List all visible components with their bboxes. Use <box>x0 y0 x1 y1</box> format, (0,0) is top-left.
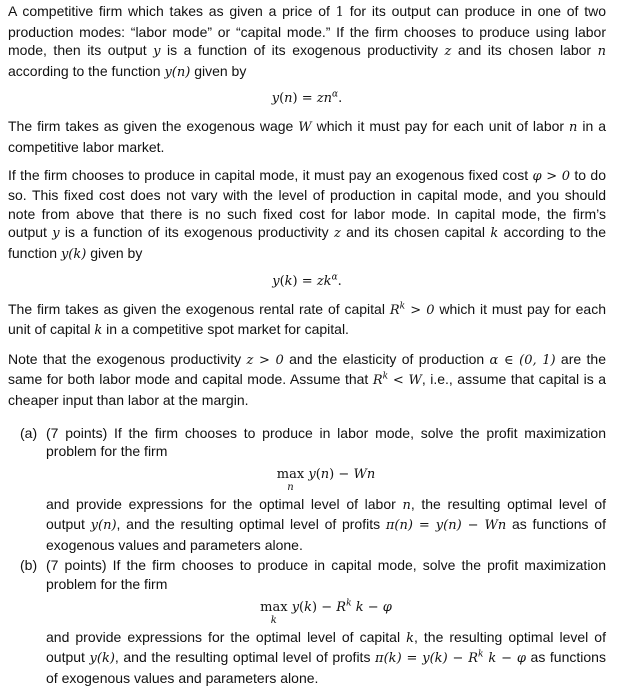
alpha-condition: α ∈ (0, 1) <box>490 353 556 368</box>
capital-production-formula: $y(k) = zk^\alpha$. <box>272 274 342 289</box>
part-b <box>8 556 606 687</box>
max-subscript: n <box>277 483 304 493</box>
intro-paragraph <box>8 2 606 82</box>
intro-text: for its output can produce in one of two production modes: “labor mode” or “capital mode.” If the firm chooses to produce using labor mode, then its output <box>8 3 606 58</box>
intro-text: according to the function <box>8 63 164 79</box>
capital-text: is a function of its exogenous productivity <box>60 224 334 240</box>
note-text: , i.e., assume that capital is a cheaper input than labor at the margin. <box>8 371 606 408</box>
var-y: y <box>52 226 59 241</box>
part-b-objective: $y(k) - R^k$ k − φ <box>292 600 392 615</box>
func-y-of-n: y(n) <box>164 65 190 80</box>
capital-text: If the firm chooses to produce in capital mode, it must pay an exogenous fixed cost <box>8 167 532 183</box>
var-z: z <box>334 226 341 241</box>
capital-text: according to the function <box>8 224 606 261</box>
price-value: 1 <box>336 5 344 20</box>
part-b-text: and provide expressions for the optimal level of capital <box>46 629 406 645</box>
intro-text: given by <box>190 63 246 79</box>
rental-rate-condition: $R^k > 0$ <box>390 303 435 318</box>
wage-paragraph <box>8 117 606 156</box>
var-k: k <box>490 226 498 241</box>
capital-text: to do so. This fixed cost does not vary with the level of production in capital mode, and you should note from above that there is no such fixed cost for labor mode. In capital mode, the firm’s output <box>8 167 606 241</box>
part-a-text: as functions of exogenous values and parameters alone. <box>46 516 606 553</box>
var-n: n <box>402 498 410 513</box>
part-a-objective: y(n) − Wn <box>308 467 375 482</box>
part-a-text: and provide expressions for the optimal level of labor <box>46 496 402 512</box>
capital-text: given by <box>86 245 142 261</box>
problem-document <box>8 2 606 687</box>
wage-text: in a competitive labor market. <box>8 118 606 155</box>
part-b-profit: $\pi(k) = y(k) - R^k$ k − φ <box>375 651 526 666</box>
wage-text: The firm takes as given the exogenous wage <box>8 118 298 134</box>
max-operator: max <box>260 600 287 615</box>
rental-text: which it must pay for each unit of capital <box>8 301 606 338</box>
func-y-of-n: y(n) <box>91 518 117 533</box>
func-y-of-k: y(k) <box>61 247 86 262</box>
part-a-label: (a) <box>20 424 37 443</box>
part-b-text: as functions of exogenous values and parameters alone. <box>46 649 606 686</box>
var-n: n <box>569 120 577 135</box>
wage-text: which it must pay for each unit of labor <box>312 118 569 134</box>
func-y-of-k: y(k) <box>90 651 115 666</box>
var-n: n <box>598 44 606 59</box>
var-W: W <box>298 120 311 135</box>
part-a-text: , the resulting optimal level of output <box>46 496 606 533</box>
intro-text: and its chosen labor <box>451 42 597 58</box>
part-a-profit: π(n) = y(n) − Wn <box>386 518 506 533</box>
part-a-max-problem <box>46 467 606 493</box>
rental-text: The firm takes as given the exogenous rental rate of capital <box>8 301 390 317</box>
max-operator: max <box>277 467 304 482</box>
intro-text: A competitive firm which takes as given a price of <box>8 3 336 19</box>
part-b-text: , the resulting optimal level of output <box>46 629 606 666</box>
rental-paragraph <box>8 300 606 341</box>
var-k: k <box>94 323 102 338</box>
rental-text: in a competitive spot market for capital. <box>102 321 349 337</box>
max-subscript: k <box>260 616 287 626</box>
question-parts <box>8 424 606 687</box>
productivity-condition: z > 0 <box>247 353 284 368</box>
part-b-label: (b) <box>20 556 37 575</box>
rental-wage-condition: $R^k < W$ <box>373 373 422 388</box>
var-k: k <box>406 631 414 646</box>
labor-production-formula: $y(n) = zn^\alpha$. <box>272 91 343 106</box>
part-a <box>8 424 606 555</box>
labor-production-equation <box>8 90 606 108</box>
capital-production-equation <box>8 273 606 291</box>
note-text: Note that the exogenous productivity <box>8 351 247 367</box>
note-text: are the same for both labor mode and capital mode. Assume that <box>8 351 606 388</box>
note-text: and the elasticity of production <box>284 351 490 367</box>
part-b-text: , and the resulting optimal level of profits <box>115 649 375 665</box>
capital-text: and its chosen capital <box>341 224 491 240</box>
part-a-text: , and the resulting optimal level of profits <box>117 516 386 532</box>
fixed-cost-condition: φ > 0 <box>532 169 570 184</box>
intro-text: is a function of its exogenous productivity <box>161 42 445 58</box>
note-paragraph <box>8 350 606 410</box>
var-z: z <box>445 44 452 59</box>
capital-mode-paragraph <box>8 166 606 265</box>
var-y: y <box>153 44 160 59</box>
part-b-prompt: (7 points) If the firm chooses to produce in capital mode, solve the profit maximization problem for the firm <box>46 557 606 592</box>
part-b-max-problem <box>46 600 606 626</box>
part-a-prompt: (7 points) If the firm chooses to produce in labor mode, solve the profit maximization problem for the firm <box>46 425 606 460</box>
